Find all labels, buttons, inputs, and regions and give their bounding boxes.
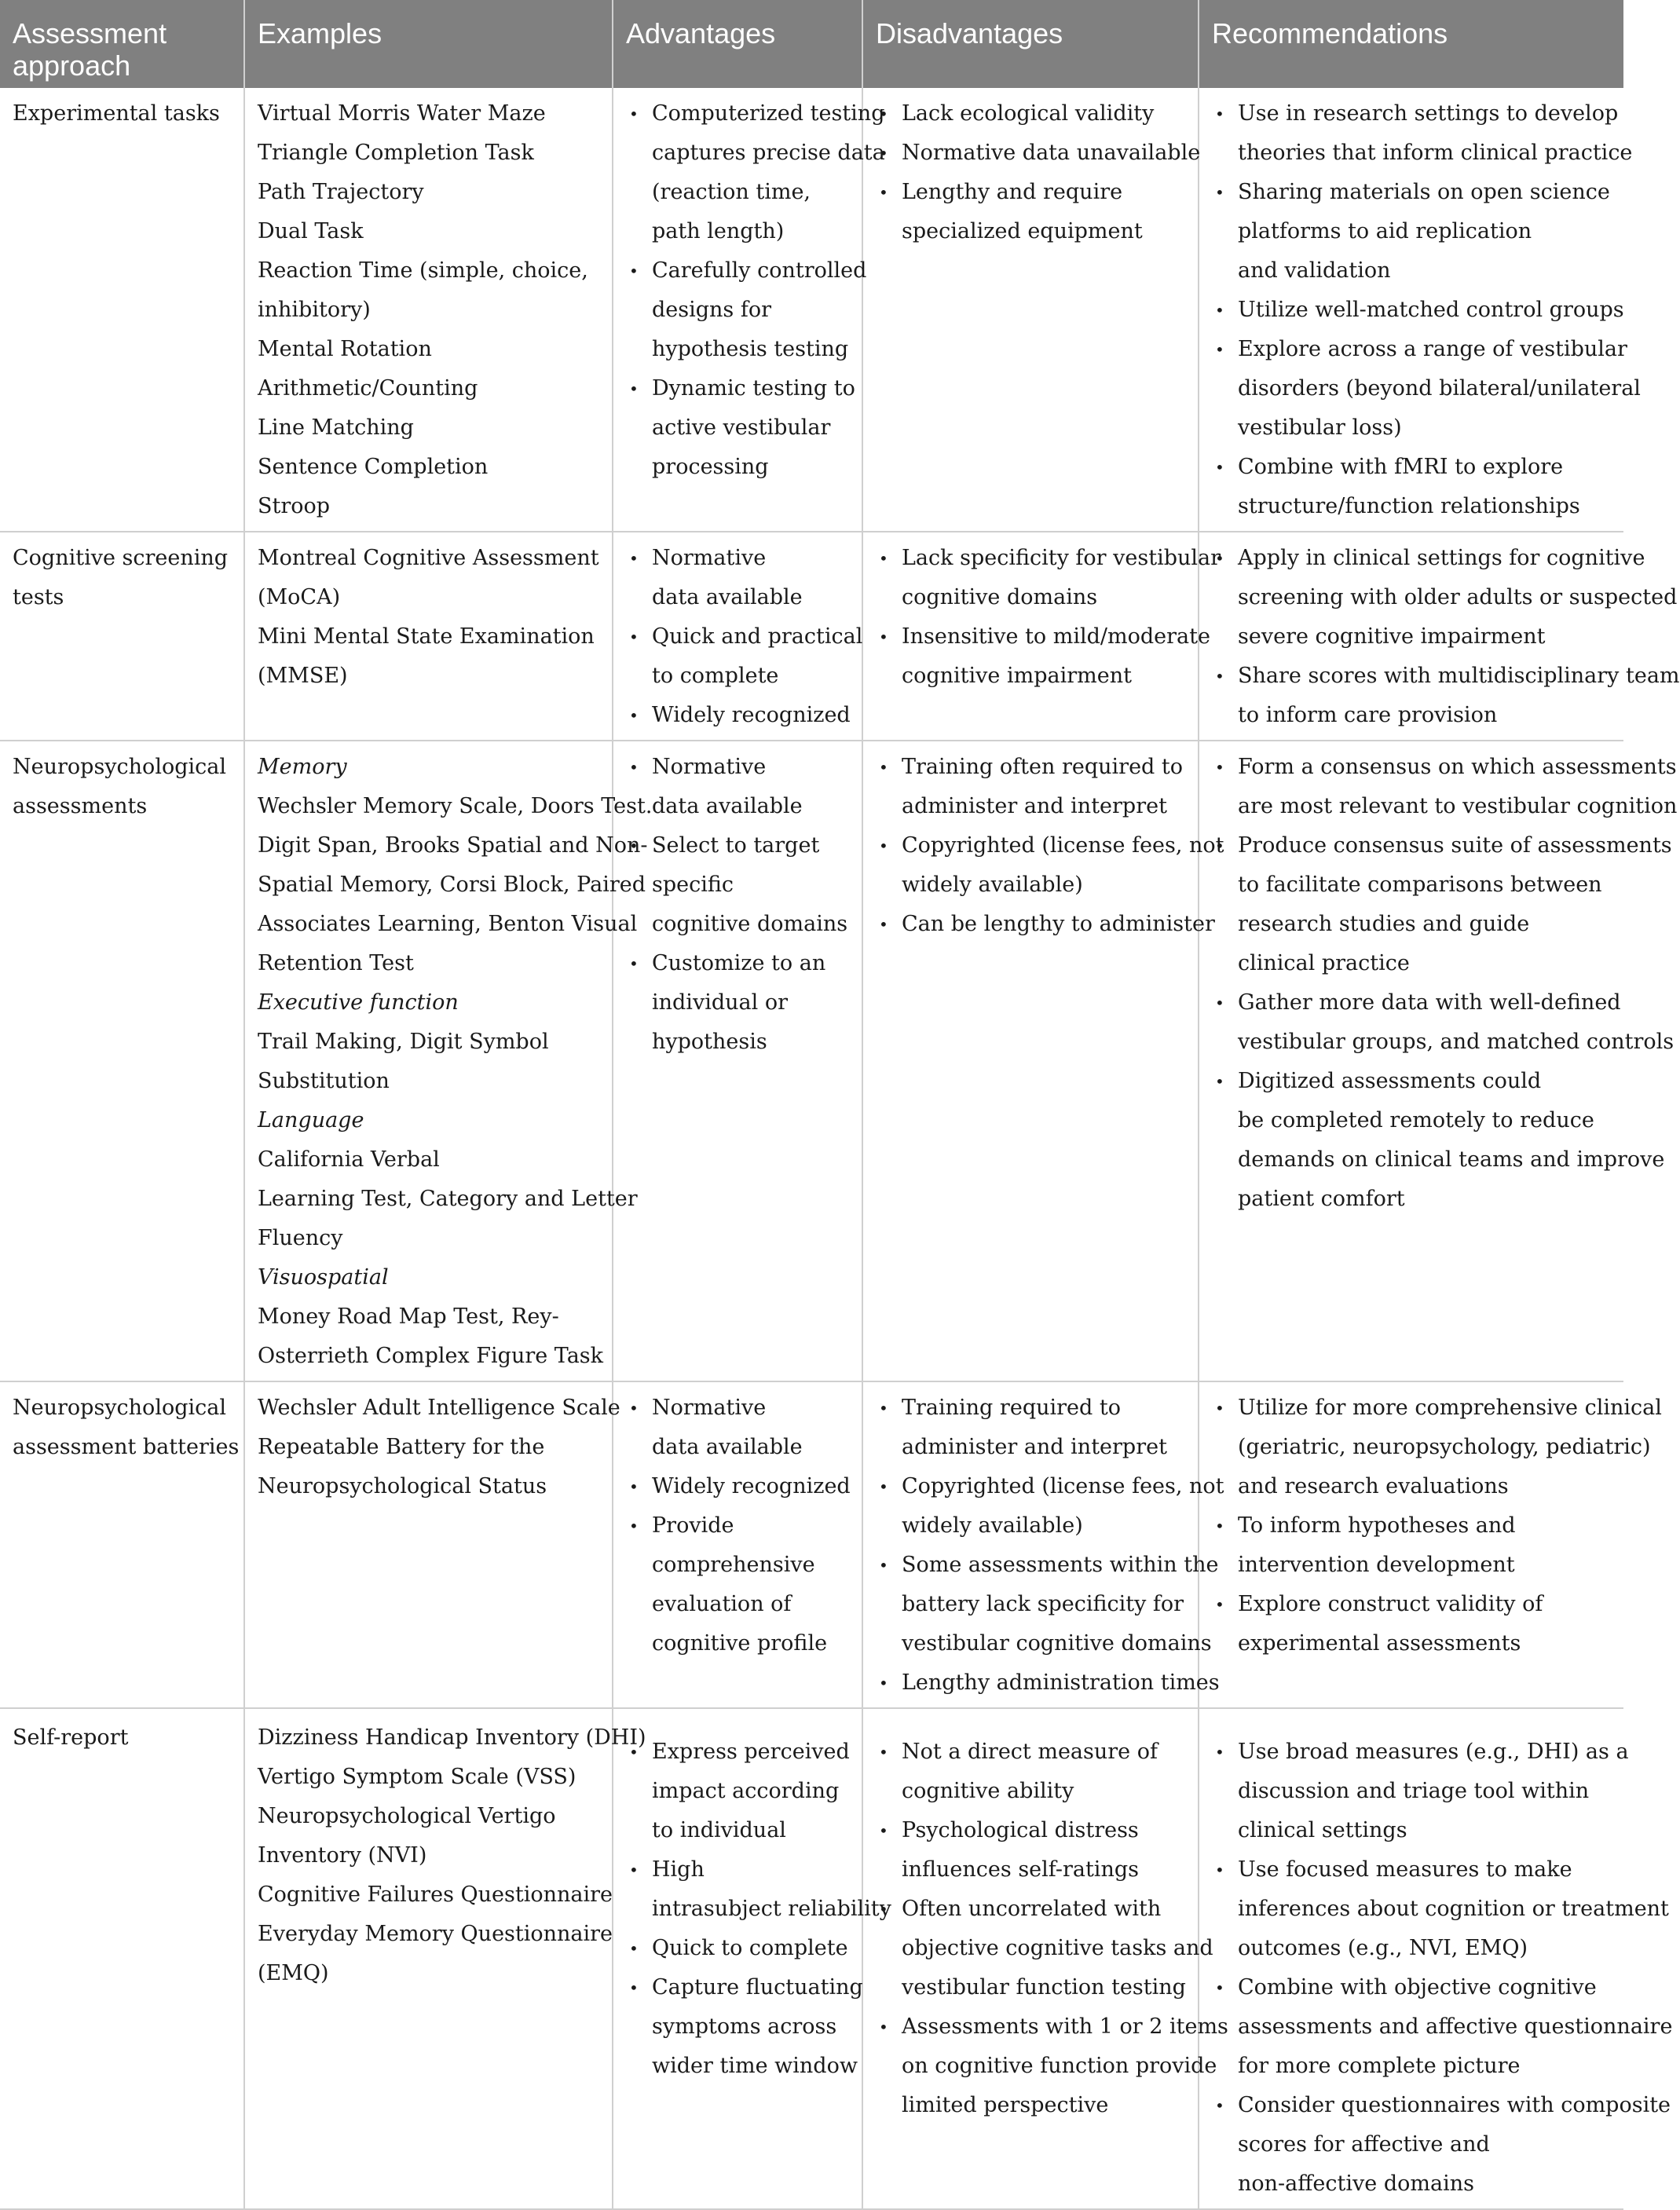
advantage-text: • Express perceived [652,1740,850,1764]
advantage-item [626,1389,851,1467]
recommendation-text: outcomes (e.g., NVI, EMQ) [1238,1936,1528,1960]
recommendation-text: • Sharing materials on open science [1238,180,1610,204]
advantage-text: processing [652,455,769,479]
disadvantage-text: widely available) [902,1513,1083,1538]
example-item: Stroop [258,494,331,518]
disadvantage-text: vestibular function testing [902,1975,1186,2000]
recommendations-list [1212,1733,1673,2204]
advantage-text: data available [652,1435,803,1459]
advantages-list [626,539,863,735]
example-item: Inventory (NVI) [258,1843,427,1868]
advantage-item [626,539,851,617]
table-row [0,1381,1623,1708]
recommendation-text: platforms to aid replication [1238,219,1532,243]
recommendations-list [1212,748,1678,1219]
example-item: Sentence Completion [258,455,489,479]
recommendation-item [1212,1585,1612,1663]
disadvantage-text: • Training often required to [902,755,1184,779]
advantage-item [626,1968,863,2086]
disadvantages-cell [862,1381,1224,1708]
advantage-text: • Customize to an [652,951,826,975]
example-item: Fluency [258,1226,343,1250]
example-item: (EMQ) [258,1961,329,1985]
advantages-cell [613,741,862,1381]
recommendation-text: clinical practice [1238,951,1410,975]
disadvantage-text: limited perspective [902,2093,1109,2117]
disadvantages-list [876,748,1224,944]
disadvantage-text: • Lack specificity for vestibular [902,546,1221,570]
recommendation-item [1212,94,1633,173]
recommendations-cell [1199,88,1641,532]
example-item: Reaction Time (simple, choice, [258,258,588,283]
disadvantage-text: • Some assessments within the [902,1553,1219,1577]
advantage-item [626,826,851,944]
disadvantage-text: objective cognitive tasks and [902,1936,1213,1960]
advantage-item [626,696,851,735]
approach-text: Self-report [13,1725,129,1750]
advantage-text: symptoms across [652,2014,837,2039]
advantage-text: • Capture fluctuating [652,1975,863,2000]
recommendation-text: clinical settings [1238,1818,1407,1842]
advantage-text: • Quick to complete [652,1936,848,1960]
recommendations-cell [1199,1381,1662,1708]
recommendation-text: • Use broad measures (e.g., DHI) as a [1238,1740,1629,1764]
examples-cell [244,741,653,1381]
recommendation-item [1212,448,1612,526]
recommendation-text: • Utilize well-matched control groups [1238,298,1624,322]
recommendation-text: vestibular loss) [1238,415,1402,440]
disadvantage-item [876,1733,1187,1811]
table-body [0,88,1680,2209]
disadvantage-text: administer and interpret [902,794,1167,818]
recommendation-item [1212,1389,1662,1506]
recommendation-text: • Use in research settings to develop [1238,101,1619,126]
example-item: Dizziness Handicap Inventory (DHI) [258,1725,646,1750]
recommendation-text: • To inform hypotheses and [1238,1513,1516,1538]
recommendation-item [1212,748,1678,826]
recommendation-text: • Form a consensus on which assessments [1238,755,1677,779]
example-item: Line Matching [258,415,414,440]
header-row [0,0,1623,88]
disadvantage-text: • Normative data unavailable [902,141,1201,165]
approach-cell [0,741,244,1381]
approach-text: assessment batteries [13,1435,240,1459]
advantage-item [626,1733,851,1850]
approach-cell [0,532,244,741]
recommendation-text: severe cognitive impairment [1238,624,1546,649]
advantage-text: evaluation of [652,1592,792,1616]
example-item: Wechsler Adult Intelligence Scale [258,1396,620,1420]
recommendation-text: scores for affective and [1238,2132,1490,2157]
advantage-text: • Quick and practical [652,624,863,649]
advantage-text: • Widely recognized [652,1474,851,1498]
approach-text: assessments [13,794,148,818]
advantage-item [626,748,851,826]
approach-text: tests [13,585,64,609]
advantages-cell [613,1381,862,1708]
recommendation-text: screening with older adults or suspected [1238,585,1678,609]
approach-text: Cognitive screening [13,546,229,570]
example-item: Substitution [258,1069,390,1093]
recommendation-text: disorders (beyond bilateral/unilateral [1238,376,1641,401]
disadvantage-text: cognitive impairment [902,664,1132,688]
approach-cell [0,1708,244,2209]
advantage-text: • High [652,1857,705,1882]
recommendations-list [1212,1389,1662,1663]
recommendation-text: • Combine with fMRI to explore [1238,455,1564,479]
disadvantages-cell [862,88,1199,532]
recommendation-item [1212,2086,1671,2204]
advantage-text: to individual [652,1818,786,1842]
advantage-text: intrasubject reliability [652,1897,891,1921]
recommendation-item [1212,1506,1612,1585]
advantage-text: wider time window [652,2054,858,2078]
advantages-cell [613,532,862,741]
disadvantage-text: • Not a direct measure of [902,1740,1158,1764]
example-item: Trail Making, Digit Symbol [258,1030,549,1054]
example-item: Path Trajectory [258,180,424,204]
recommendations-cell [1199,741,1678,1381]
header-disadvantages: Disadvantages [862,0,1199,88]
advantages-list [626,94,885,487]
recommendation-text: demands on clinical teams and improve [1238,1147,1665,1172]
disadvantages-list [876,94,1201,251]
advantage-item [626,1506,851,1663]
approach-text: Experimental tasks [13,101,220,126]
advantage-text: captures precise data [652,141,885,165]
disadvantage-text: cognitive domains [902,585,1098,609]
recommendation-item [1212,657,1680,735]
disadvantage-item [876,539,1221,617]
disadvantage-item [876,94,1187,134]
table-row [0,1708,1623,2209]
header-advantages: Advantages [613,0,862,88]
disadvantages-cell [862,741,1224,1381]
disadvantage-text: • Copyrighted (license fees, not [902,833,1224,858]
recommendation-text: discussion and triage tool within [1238,1779,1590,1803]
advantage-text: designs for [652,298,772,322]
disadvantage-item [876,1663,1220,1703]
example-item: Arithmetic/Counting [258,376,478,401]
recommendation-item [1212,173,1612,291]
recommendation-text: • Produce consensus suite of assessments [1238,833,1672,858]
recommendation-text: • Digitized assessments could [1238,1069,1542,1093]
example-item: Neuropsychological Vertigo [258,1804,556,1828]
disadvantage-text: • Lengthy administration times [902,1670,1220,1695]
recommendation-item [1212,1850,1669,1968]
recommendation-item [1212,826,1672,983]
disadvantage-item [876,173,1187,251]
recommendation-text: • Explore across a range of vestibular [1238,337,1627,361]
advantage-text: • Computerized testing [652,101,885,126]
recommendation-item [1212,1733,1629,1850]
advantage-text: hypothesis testing [652,337,849,361]
header-recommendations: Recommendations [1199,0,1623,88]
examples-cell [244,1381,620,1708]
recommendation-text: intervention development [1238,1553,1515,1577]
disadvantage-text: • Lack ecological validity [902,101,1155,126]
approach-text: Neuropsychological [13,1396,226,1420]
recommendation-text: • Combine with objective cognitive [1238,1975,1597,2000]
advantage-text: path length) [652,219,785,243]
example-item: Learning Test, Category and Letter [258,1187,638,1211]
advantages-cell [613,88,885,532]
disadvantages-list [876,539,1221,696]
approach-cell [0,88,244,532]
example-item: Vertigo Symptom Scale (VSS) [258,1765,576,1789]
example-item: Associates Learning, Benton Visual [258,912,638,936]
disadvantage-item [876,617,1210,696]
disadvantage-text: vestibular cognitive domains [902,1631,1212,1656]
advantage-text: • Normative [652,1396,767,1420]
recommendation-text: theories that inform clinical practice [1238,141,1633,165]
disadvantage-item [876,1811,1187,1890]
recommendation-text: research studies and guide [1238,912,1530,936]
recommendation-text: patient comfort [1238,1187,1405,1211]
advantage-text: • Provide [652,1513,734,1538]
disadvantage-text: • Often uncorrelated with [902,1897,1162,1921]
example-item: Retention Test [258,951,414,975]
examples-cell [244,1708,646,2209]
advantage-text: • Normative [652,755,767,779]
example-item: (MoCA) [258,585,341,609]
example-category-heading: Executive function [258,990,459,1015]
disadvantage-text: • Training required to [902,1396,1121,1420]
table-row [0,741,1623,1381]
recommendation-text: to inform care provision [1238,703,1498,727]
example-category-heading: Visuospatial [258,1265,389,1290]
example-item: Wechsler Memory Scale, Doors Test. [258,794,653,818]
recommendation-item [1212,291,1624,330]
advantages-list [626,1733,891,2086]
recommendations-cell [1199,1708,1673,2209]
advantage-text: • Carefully controlled [652,258,867,283]
advantage-item [626,1850,891,1929]
recommendations-cell [1199,532,1680,741]
disadvantage-text: cognitive ability [902,1779,1074,1803]
header-examples: Examples [244,0,613,88]
example-item: inhibitory) [258,298,371,322]
advantage-item [626,1929,851,1968]
advantage-text: hypothesis [652,1030,767,1054]
disadvantage-text: • Lengthy and require [902,180,1123,204]
advantage-item [626,944,851,1062]
advantage-text: • Select to target [652,833,820,858]
disadvantage-item [876,905,1215,944]
recommendation-text: • Use focused measures to make [1238,1857,1572,1882]
recommendation-text: • Explore construct validity of [1238,1592,1543,1616]
disadvantages-list [876,1389,1224,1703]
recommendation-text: • Gather more data with well-defined [1238,990,1621,1015]
disadvantage-text: • Psychological distress [902,1818,1139,1842]
example-item: Money Road Map Test, Rey- [258,1304,559,1329]
recommendation-text: non-affective domains [1238,2172,1474,2196]
disadvantage-text: specialized equipment [902,219,1143,243]
example-item: Osterrieth Complex Figure Task [258,1344,604,1368]
approach-cell [0,1381,244,1708]
example-item: (MMSE) [258,664,348,688]
example-item: Virtual Morris Water Maze [258,101,546,126]
advantage-text: comprehensive [652,1553,815,1577]
disadvantage-text: widely available) [902,873,1083,897]
disadvantage-item [876,1389,1187,1467]
advantages-list [626,748,851,1062]
advantage-item [626,251,867,369]
recommendation-text: experimental assessments [1238,1631,1521,1656]
advantage-item [626,617,863,696]
example-item: Triangle Completion Task [258,141,534,165]
example-item: Repeatable Battery for the [258,1435,545,1459]
advantage-text: (reaction time, [652,180,811,204]
disadvantage-item [876,1546,1219,1663]
disadvantages-cell [862,532,1221,741]
disadvantage-text: • Copyrighted (license fees, not [902,1474,1224,1498]
advantage-text: cognitive domains [652,912,848,936]
disadvantage-text: on cognitive function provide [902,2054,1217,2078]
disadvantages-list [876,1733,1228,2125]
recommendation-text: (geriatric, neuropsychology, pediatric) [1238,1435,1651,1459]
recommendation-text: and research evaluations [1238,1474,1509,1498]
example-category-heading: Language [258,1108,364,1132]
examples-cell [244,88,613,532]
recommendations-list [1212,539,1680,735]
table-row [0,532,1623,741]
recommendation-text: vestibular groups, and matched controls [1238,1030,1675,1054]
advantages-cell [613,1708,891,2209]
recommendation-text: • Share scores with multidisciplinary team [1238,664,1680,688]
advantage-text: data available [652,585,803,609]
recommendation-item [1212,983,1675,1062]
recommendation-text: to facilitate comparisons between [1238,873,1602,897]
example-item: Everyday Memory Questionnaire [258,1922,613,1946]
recommendation-text: inferences about cognition or treatment [1238,1897,1669,1921]
header-assessment-approach: Assessment approach [0,0,244,88]
recommendation-item [1212,539,1678,657]
example-item: Mini Mental State Examination [258,624,595,649]
recommendation-text: • Apply in clinical settings for cognitive [1238,546,1645,570]
example-item: California Verbal [258,1147,440,1172]
approach-text: Neuropsychological [13,755,226,779]
advantage-item [626,369,855,487]
advantage-text: active vestibular [652,415,831,440]
disadvantage-item [876,1890,1213,2007]
disadvantage-item [876,1467,1224,1546]
disadvantage-item [876,826,1224,905]
recommendation-text: be completed remotely to reduce [1238,1108,1594,1132]
disadvantage-text: • Insensitive to mild/moderate [902,624,1210,649]
recommendation-item [1212,1062,1665,1219]
recommendations-list [1212,94,1641,526]
advantage-text: specific [652,873,734,897]
disadvantage-text: • Can be lengthy to administer [902,912,1215,936]
disadvantage-text: • Assessments with 1 or 2 items [902,2014,1228,2039]
example-category-heading: Memory [258,755,347,779]
advantage-text: • Dynamic testing to [652,376,855,401]
advantage-text: impact according [652,1779,840,1803]
disadvantage-item [876,748,1187,826]
advantage-text: data available [652,794,803,818]
disadvantage-text: administer and interpret [902,1435,1167,1459]
recommendation-text: for more complete picture [1238,2054,1521,2078]
disadvantage-text: influences self-ratings [902,1857,1139,1882]
disadvantage-item [876,2007,1228,2125]
advantage-text: individual or [652,990,788,1015]
table-header [0,0,1623,88]
recommendation-item [1212,330,1641,448]
example-item: Spatial Memory, Corsi Block, Paired [258,873,646,897]
recommendation-text: • Consider questionnaires with composite [1238,2093,1671,2117]
example-item: Neuropsychological Status [258,1474,547,1498]
recommendation-text: • Utilize for more comprehensive clinical [1238,1396,1662,1420]
recommendation-text: structure/function relationships [1238,494,1580,518]
example-item: Digit Span, Brooks Spatial and Non- [258,833,648,858]
advantage-text: • Widely recognized [652,703,851,727]
advantages-list [626,1389,851,1663]
table-row [0,88,1623,532]
examples-cell [244,532,613,741]
advantage-item [626,94,885,251]
advantage-text: to complete [652,664,779,688]
recommendation-text: are most relevant to vestibular cognition [1238,794,1678,818]
disadvantage-item [876,134,1201,173]
recommendation-text: and validation [1238,258,1391,283]
recommendation-text: assessments and affective questionnaire [1238,2014,1673,2039]
advantage-text: cognitive profile [652,1631,828,1656]
example-item: Montreal Cognitive Assessment [258,546,599,570]
example-item: Cognitive Failures Questionnaire [258,1883,613,1907]
example-item: Dual Task [258,219,364,243]
advantage-text: • Normative [652,546,767,570]
recommendation-item [1212,1968,1673,2086]
disadvantage-text: battery lack specificity for [902,1592,1184,1616]
advantage-item [626,1467,851,1506]
disadvantages-cell [862,1708,1228,2209]
example-item: Mental Rotation [258,337,432,361]
